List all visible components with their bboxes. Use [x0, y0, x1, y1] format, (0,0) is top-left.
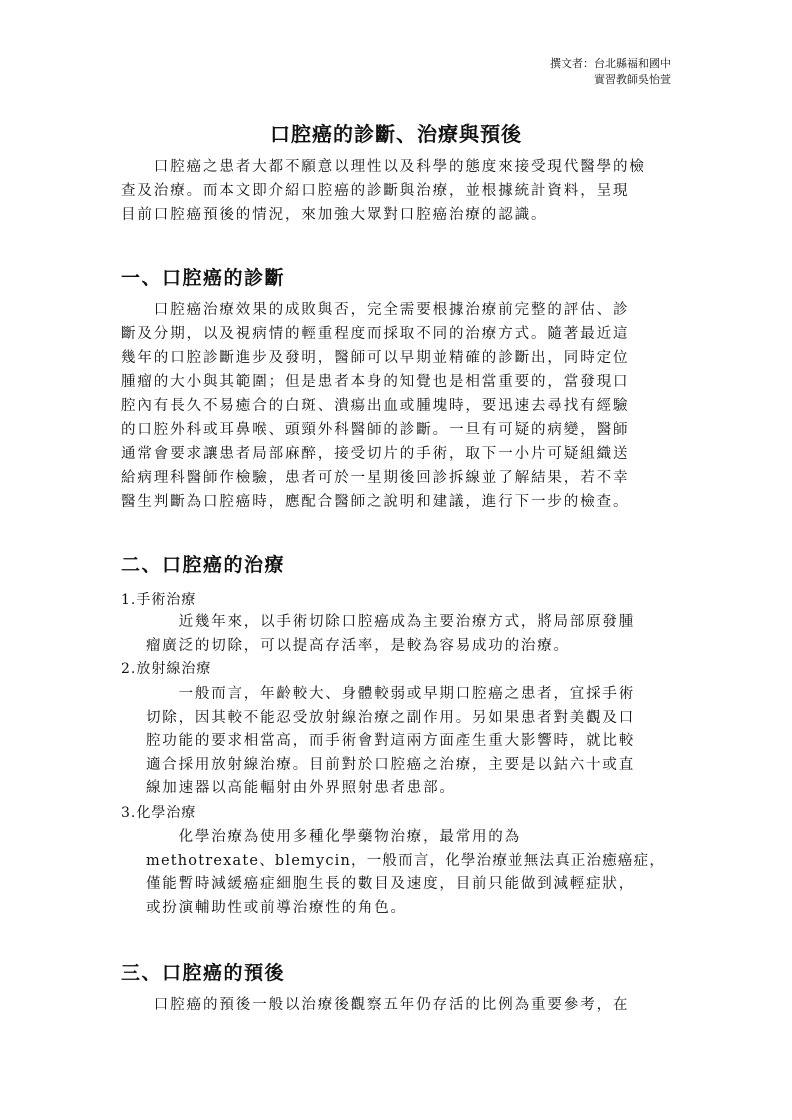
text-line: 查及治療。而本文即介紹口腔癌的診斷與治療，並根據統計資料，呈現: [121, 183, 630, 199]
text-line: methotrexate、blemycin，一般而言，化學治療並無法真正治癒癌症，: [146, 852, 666, 869]
treatment-item-radiation: [146, 683, 676, 801]
text-line: 線加速器以高能輻射由外界照射患者患部。: [146, 780, 456, 796]
text-line: 醫生判斷為口腔癌時，應配合醫師之說明和建議，進行下一步的檢查。: [121, 494, 630, 510]
text-line: 近幾年來，以手術切除口腔癌成為主要治療方式，將局部原發腫: [146, 614, 635, 630]
prognosis-paragraph: [121, 993, 676, 1017]
text-line: 口腔癌治療效果的成敗與否，完全需要根據治療前完整的評估、診: [121, 302, 630, 318]
section-heading-diagnosis: 一、口腔癌的診斷: [121, 267, 286, 289]
treatment-item-chemo: [146, 826, 676, 920]
text-line: 一般而言，年齡較大、身體較弱或早期口腔癌之患者，宜採手術: [146, 686, 635, 702]
section-heading-treatment: 二、口腔癌的治療: [121, 554, 286, 576]
text-line: 化學治療為使用多種化學藥物治療，最常用的為: [146, 829, 521, 845]
text-line: 給病理科醫師作檢驗，患者可於一星期後回診拆線並了解結果，若不幸: [121, 470, 630, 486]
text-line: 瘤廣泛的切除，可以提高存活率，是較為容易成功的治療。: [146, 637, 570, 654]
text-line: 的口腔外科或耳鼻喉、頭頸外科醫師的診斷。一旦有可疑的病變，醫師: [121, 422, 630, 438]
text-line: 通常會要求讓患者局部麻醉，接受切片的手術，取下一小片可疑組織送: [121, 446, 630, 462]
treatment-item-label-surgery: 1.手術治療: [121, 592, 197, 608]
text-line: 或扮演輔助性或前導治療性的角色。: [146, 899, 407, 916]
section-heading-prognosis: 三、口腔癌的預後: [121, 962, 286, 984]
treatment-item-label-chemo: 3.化學治療: [121, 805, 197, 821]
intro-paragraph: [121, 155, 676, 227]
text-line: 目前口腔癌預後的情況，來加強大眾對口腔癌治療的認識。: [121, 207, 548, 223]
author-info: [550, 56, 671, 88]
text-line: 腫瘤的大小與其範圍；但是患者本身的知覺也是相當重要的，當發現口: [121, 374, 630, 390]
diagnosis-paragraph: [121, 298, 676, 514]
treatment-item-label-radiation: 2.放射線治療: [121, 661, 212, 677]
text-line: 適合採用放射線治療。目前對於口腔癌之治療，主要是以鈷六十或直: [146, 756, 635, 773]
text-line: 僅能暫時減緩癌症細胞生長的數目及速度，目前只能做到減輕症狀，: [146, 876, 635, 892]
text-line: 斷及分期，以及視病情的輕重程度而採取不同的治療方式。隨著最近這: [121, 326, 630, 342]
author-line-1: 撰文者：台北縣福和國中: [550, 57, 671, 70]
document-title: 口腔癌的診斷、治療與預後: [270, 122, 522, 146]
text-line: 切除，因其較不能忍受放射線治療之副作用。另如果患者對美觀及口: [146, 709, 635, 726]
text-line: 幾年的口腔診斷進步及發明，醫師可以早期並精確的診斷出，同時定位: [121, 350, 630, 366]
treatment-item-surgery: [146, 611, 676, 658]
text-line: 口腔癌的預後一般以治療後觀察五年仍存活的比例為重要參考，在: [121, 997, 630, 1013]
author-line-2: 實習教師吳怡萱: [594, 73, 671, 86]
text-line: 口腔癌之患者大都不願意以理性以及科學的態度來接受現代醫學的檢: [121, 159, 646, 175]
text-line: 腔內有長久不易癒合的白斑、潰瘍出血或腫塊時，要迅速去尋找有經驗: [121, 398, 630, 414]
text-line: 腔功能的要求相當高，而手術會對這兩方面產生重大影響時，就比較: [146, 733, 635, 749]
